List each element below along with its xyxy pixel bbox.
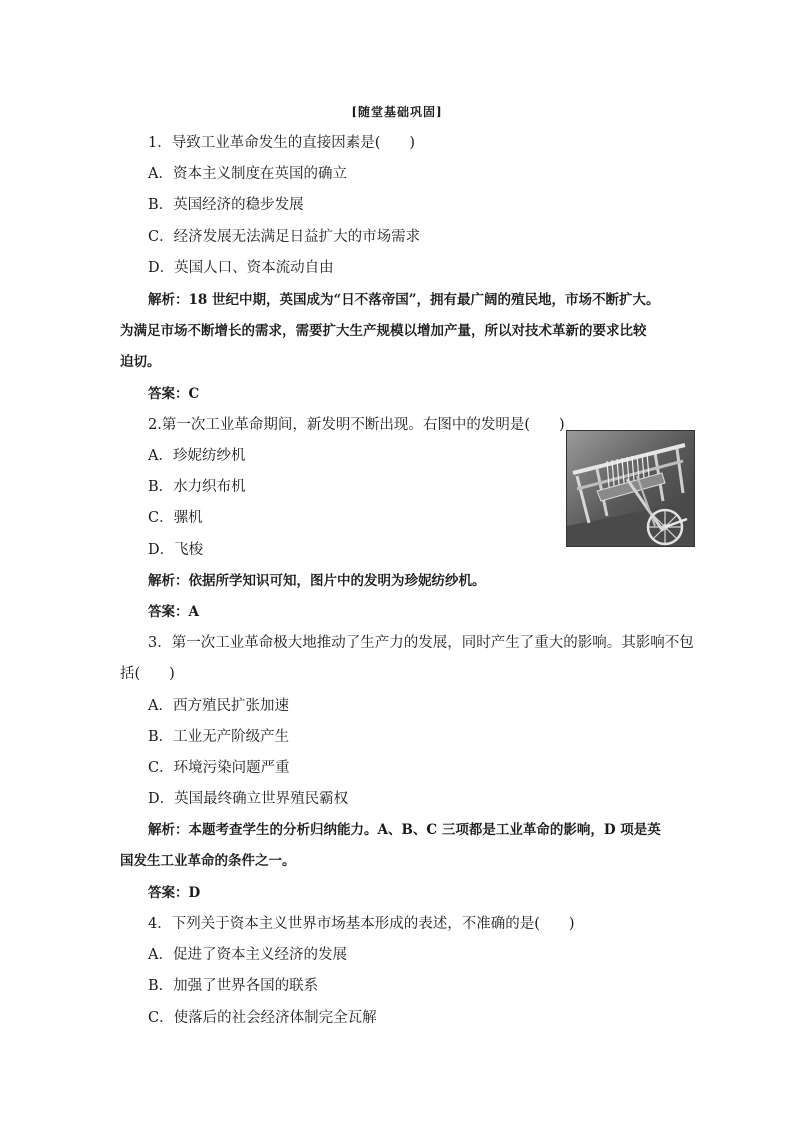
q2-option-d: D．飞梭 <box>148 542 204 558</box>
q1-option-b: B．英国经济的稳步发展 <box>148 197 304 213</box>
q4-option-a: A．促进了资本主义经济的发展 <box>148 947 347 963</box>
section-title: [随堂基础巩固] <box>351 105 443 119</box>
q3-analysis-line-1: 解析：本题考查学生的分析归纳能力。A、B、C 三项都是工业革命的影响，D 项是英 <box>148 822 661 838</box>
q3-option-a: A．西方殖民扩张加速 <box>148 698 289 714</box>
q3-analysis-line-2: 国发生工业革命的条件之一。 <box>120 853 296 869</box>
q3-answer: 答案：D <box>148 885 201 901</box>
q3-option-c: C．环境污染问题严重 <box>148 760 290 776</box>
q2-stem: 2.第一次工业革命期间，新发明不断出现。右图中的发明是( ) <box>148 417 565 433</box>
q4-stem: 4．下列关于资本主义世界市场基本形成的表述，不准确的是( ) <box>148 916 575 932</box>
q1-analysis-line-3: 迫切。 <box>120 354 161 370</box>
q3-stem-line-2: 括( ) <box>120 666 175 682</box>
q2-analysis: 解析：依据所学知识可知，图片中的发明为珍妮纺纱机。 <box>148 573 486 589</box>
q1-analysis-line-2: 为满足市场不断增长的需求，需要扩大生产规模以增加产量，所以对技术革新的要求比较 <box>120 323 647 339</box>
q4-option-b: B．加强了世界各国的联系 <box>148 978 319 994</box>
q1-option-d: D．英国人口、资本流动自由 <box>148 260 334 276</box>
q2-option-b: B．水力织布机 <box>148 479 246 495</box>
spinning-jenny-illustration <box>567 431 694 546</box>
q1-option-a: A．资本主义制度在英国的确立 <box>148 166 347 182</box>
q2-answer: 答案：A <box>148 604 199 620</box>
q4-option-c: C．使落后的社会经济体制完全瓦解 <box>148 1010 377 1026</box>
q1-analysis-line-1: 解析：18 世纪中期，英国成为“日不落帝国”，拥有最广阔的殖民地，市场不断扩大。 <box>148 292 660 308</box>
q1-stem: 1．导致工业革命发生的直接因素是( ) <box>148 135 416 151</box>
q3-stem-line-1: 3．第一次工业革命极大地推动了生产力的发展，同时产生了重大的影响。其影响不包 <box>148 635 694 651</box>
q3-option-d: D．英国最终确立世界殖民霸权 <box>148 791 349 807</box>
q2-option-a: A．珍妮纺纱机 <box>148 448 246 464</box>
spinning-jenny-image <box>566 430 695 547</box>
q1-answer: 答案：C <box>148 386 200 402</box>
q3-option-b: B．工业无产阶级产生 <box>148 729 290 745</box>
q1-option-c: C．经济发展无法满足日益扩大的市场需求 <box>148 229 421 245</box>
q2-option-c: C．骡机 <box>148 510 203 526</box>
